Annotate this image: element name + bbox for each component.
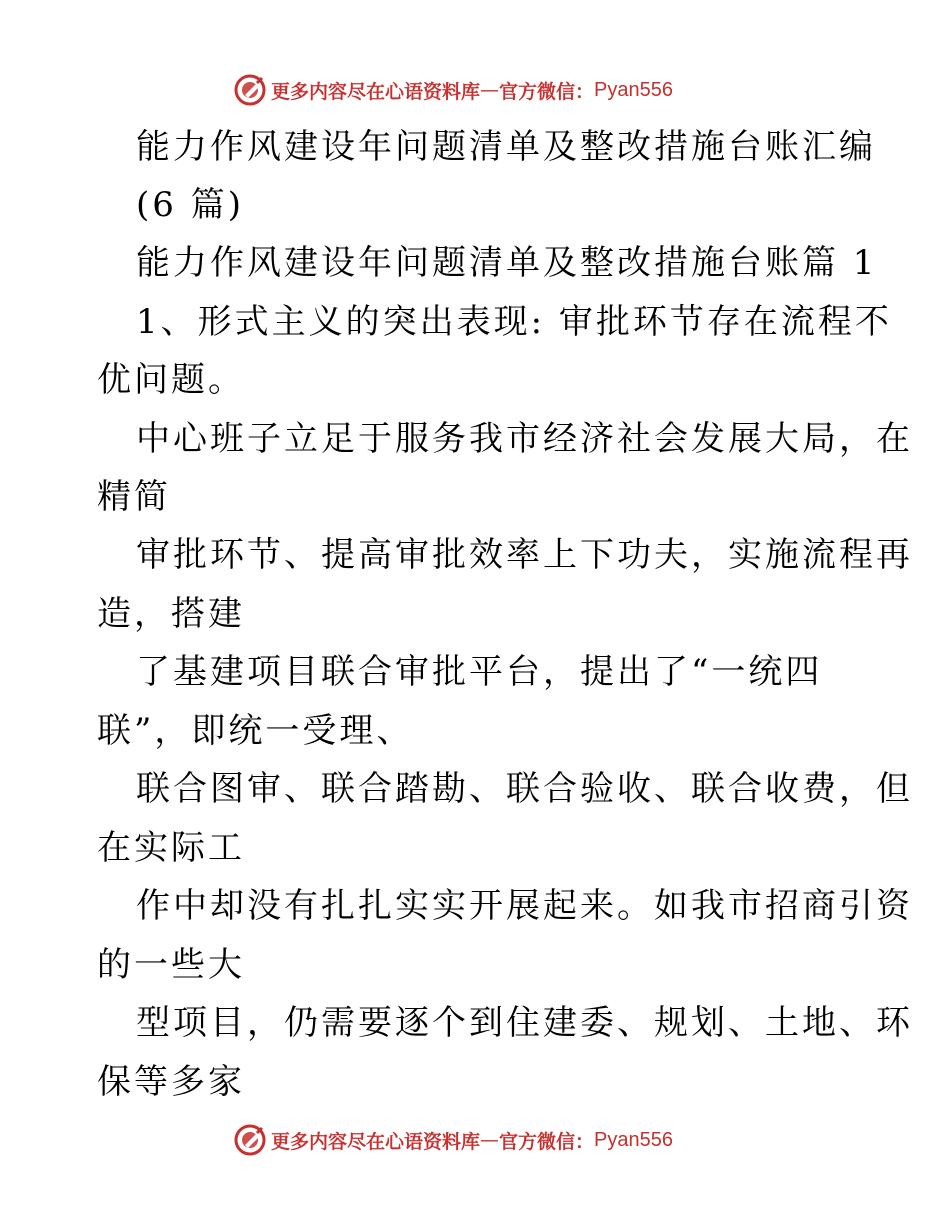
paragraph-line: 审批环节、提高审批效率上下功夫，实施流程再 (136, 535, 913, 575)
paragraph-line: 的一些大 (97, 945, 245, 985)
watermark-wechat-label: 官方微信： (499, 1130, 595, 1153)
paragraph-line: 保等多家 (97, 1062, 245, 1102)
brand-logo-icon (233, 1123, 267, 1157)
watermark-text: 更多内容尽在心语资料库 (271, 1130, 481, 1153)
paragraph-line: 在实际工 (97, 828, 245, 868)
watermark-wechat-id: Pyan556 (594, 78, 673, 101)
document-title-line-1: 能力作风建设年问题清单及整改措施台账汇编 (136, 127, 876, 167)
footer-watermark (233, 1122, 673, 1158)
paragraph-line: 中心班子立足于服务我市经济社会发展大局，在 (136, 419, 913, 459)
paragraph-line: 作中却没有扎扎实实开展起来。如我市招商引资 (136, 886, 913, 926)
paragraph-line: 了基建项目联合审批平台，提出了“一统四 (136, 652, 823, 692)
paragraph-line: 1、形式主义的突出表现: 审批环节存在流程不 (136, 302, 892, 342)
paragraph-line: 精简 (97, 477, 171, 517)
paragraph-line: 型项目，仍需要逐个到住建委、规划、土地、环 (136, 1003, 913, 1043)
watermark-dash: — (480, 1129, 500, 1151)
header-watermark (233, 72, 673, 108)
watermark-dash: — (480, 79, 500, 101)
watermark-wechat-label: 官方微信： (499, 80, 595, 103)
paragraph-line: 优问题。 (97, 360, 245, 400)
section-heading: 能力作风建设年问题清单及整改措施台账篇 1 (136, 243, 878, 283)
document-title-line-2: (6 篇) (136, 185, 244, 225)
paragraph-line: 造，搭建 (97, 594, 245, 634)
watermark-wechat-id: Pyan556 (594, 1128, 673, 1151)
watermark-text: 更多内容尽在心语资料库 (271, 80, 481, 103)
paragraph-line: 联”，即统一受理、 (97, 711, 414, 751)
brand-logo-icon (233, 73, 267, 107)
paragraph-line: 联合图审、联合踏勘、联合验收、联合收费，但 (136, 769, 913, 809)
